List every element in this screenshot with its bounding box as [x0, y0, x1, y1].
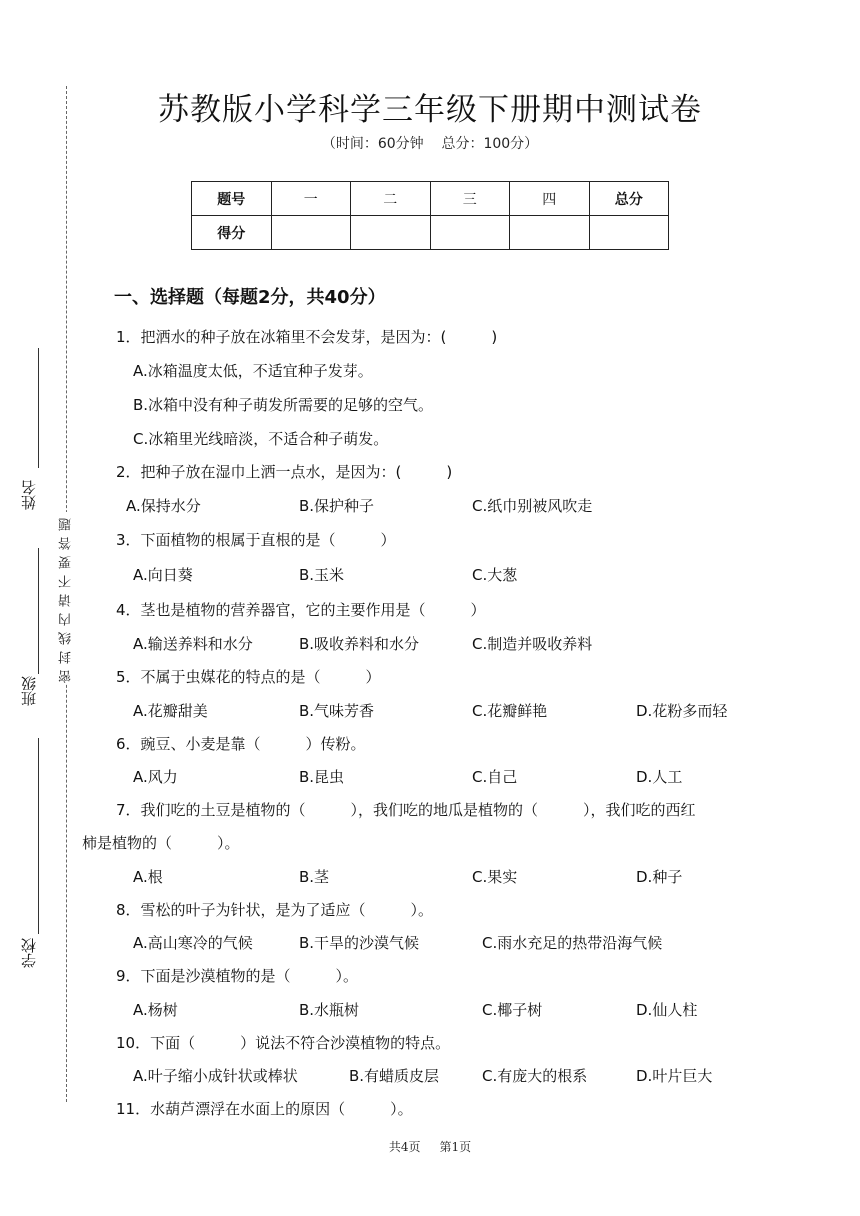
score-cell[interactable]: [510, 216, 590, 250]
q10-option-c: C.有庞大的根系: [482, 1067, 588, 1085]
q2-option-a: A.保持水分: [126, 497, 201, 515]
q8-option-b: B.干旱的沙漠气候: [299, 934, 420, 952]
score-table-score-row: [192, 216, 669, 250]
score-header-cell: 四: [510, 182, 590, 216]
question-3: 3．下面植物的根属于直根的是（ ）: [116, 531, 396, 549]
q2-option-c: C.纸巾别被风吹走: [472, 497, 593, 515]
score-header-cell: 题号: [192, 182, 272, 216]
class-blank-line: [38, 548, 39, 674]
seal-line-notice: 密封线内请不要答题: [57, 512, 77, 683]
section-title: 一、选择题（每题2分，共40分）: [114, 287, 386, 308]
q7-option-d: D.种子: [636, 868, 683, 886]
question-4: 4．茎也是植物的营养器官，它的主要作用是（ ）: [116, 601, 486, 619]
question-10: 10．下面（ ）说法不符合沙漠植物的特点。: [116, 1034, 451, 1052]
q7-option-c: C.果实: [472, 868, 518, 886]
score-cell[interactable]: [271, 216, 351, 250]
q9-option-d: D.仙人柱: [636, 1001, 698, 1019]
q6-option-c: C.自己: [472, 768, 518, 786]
question-9: 9．下面是沙漠植物的是（ ）。: [116, 967, 359, 985]
exam-time-score: （时间：60分钟 总分：100分）: [321, 136, 539, 152]
page-title: 苏教版小学科学三年级下册期中测试卷: [158, 92, 702, 128]
q8-option-a: A.高山寒冷的气候: [133, 934, 253, 952]
q6-option-a: A.风力: [133, 768, 178, 786]
score-table-header-row: [192, 182, 669, 216]
score-cell[interactable]: [430, 216, 510, 250]
question-7-continued: 柿是植物的（ ）。: [82, 834, 240, 852]
question-2: 2．把种子放在湿巾上洒一点水，是因为：( ): [116, 463, 453, 481]
name-label: 姓名: [20, 480, 38, 510]
q9-option-c: C.椰子树: [482, 1001, 543, 1019]
score-cell[interactable]: [351, 216, 431, 250]
score-header-cell: 三: [430, 182, 510, 216]
q1-option-b: B.冰箱中没有种子萌发所需要的足够的空气。: [133, 396, 434, 414]
q9-option-a: A.杨树: [133, 1001, 178, 1019]
question-8: 8．雪松的叶子为针状，是为了适应（ ）。: [116, 901, 434, 919]
q6-option-d: D.人工: [636, 768, 683, 786]
q9-option-b: B.水瓶树: [299, 1001, 360, 1019]
score-row-label: 得分: [192, 216, 272, 250]
q3-option-b: B.玉米: [299, 566, 345, 584]
q3-option-a: A.向日葵: [133, 566, 193, 584]
q1-option-c: C.冰箱里光线暗淡，不适合种子萌发。: [133, 430, 389, 448]
q2-option-b: B.保护种子: [299, 497, 375, 515]
question-5: 5．不属于虫媒花的特点的是（ ）: [116, 668, 381, 686]
q6-option-b: B.昆虫: [299, 768, 345, 786]
q7-option-b: B.茎: [299, 868, 330, 886]
q4-option-a: A.输送养料和水分: [133, 635, 253, 653]
page-footer: 共4页 第1页: [388, 1140, 472, 1154]
score-table: [191, 181, 669, 250]
q3-option-c: C.大葱: [472, 566, 518, 584]
q8-option-c: C.雨水充足的热带沿海气候: [482, 934, 663, 952]
q7-option-a: A.根: [133, 868, 163, 886]
q5-option-c: C.花瓣鲜艳: [472, 702, 548, 720]
school-label: 学校: [20, 938, 38, 968]
question-6: 6．豌豆、小麦是靠（ ）传粉。: [116, 735, 366, 753]
score-cell[interactable]: [589, 216, 669, 250]
question-1: 1．把洒水的种子放在冰箱里不会发芽，是因为：( ): [116, 328, 498, 346]
school-blank-line: [38, 738, 39, 934]
q1-option-a: A.冰箱温度太低，不适宜种子发芽。: [133, 362, 373, 380]
q5-option-d: D.花粉多而轻: [636, 702, 728, 720]
q4-option-b: B.吸收养料和水分: [299, 635, 420, 653]
q5-option-b: B.气味芳香: [299, 702, 375, 720]
q4-option-c: C.制造并吸收养料: [472, 635, 593, 653]
class-label: 班级: [20, 676, 38, 706]
score-header-cell: 一: [271, 182, 351, 216]
question-7: 7．我们吃的土豆是植物的（ ），我们吃的地瓜是植物的（ ），我们吃的西红: [116, 801, 696, 819]
score-header-cell: 二: [351, 182, 431, 216]
name-blank-line: [38, 348, 39, 468]
q10-option-d: D.叶片巨大: [636, 1067, 713, 1085]
q5-option-a: A.花瓣甜美: [133, 702, 208, 720]
question-11: 11．水葫芦漂浮在水面上的原因（ ）。: [116, 1100, 413, 1118]
score-header-cell: 总分: [589, 182, 669, 216]
q10-option-b: B.有蜡质皮层: [349, 1067, 440, 1085]
q10-option-a: A.叶子缩小成针状或棒状: [133, 1067, 298, 1085]
